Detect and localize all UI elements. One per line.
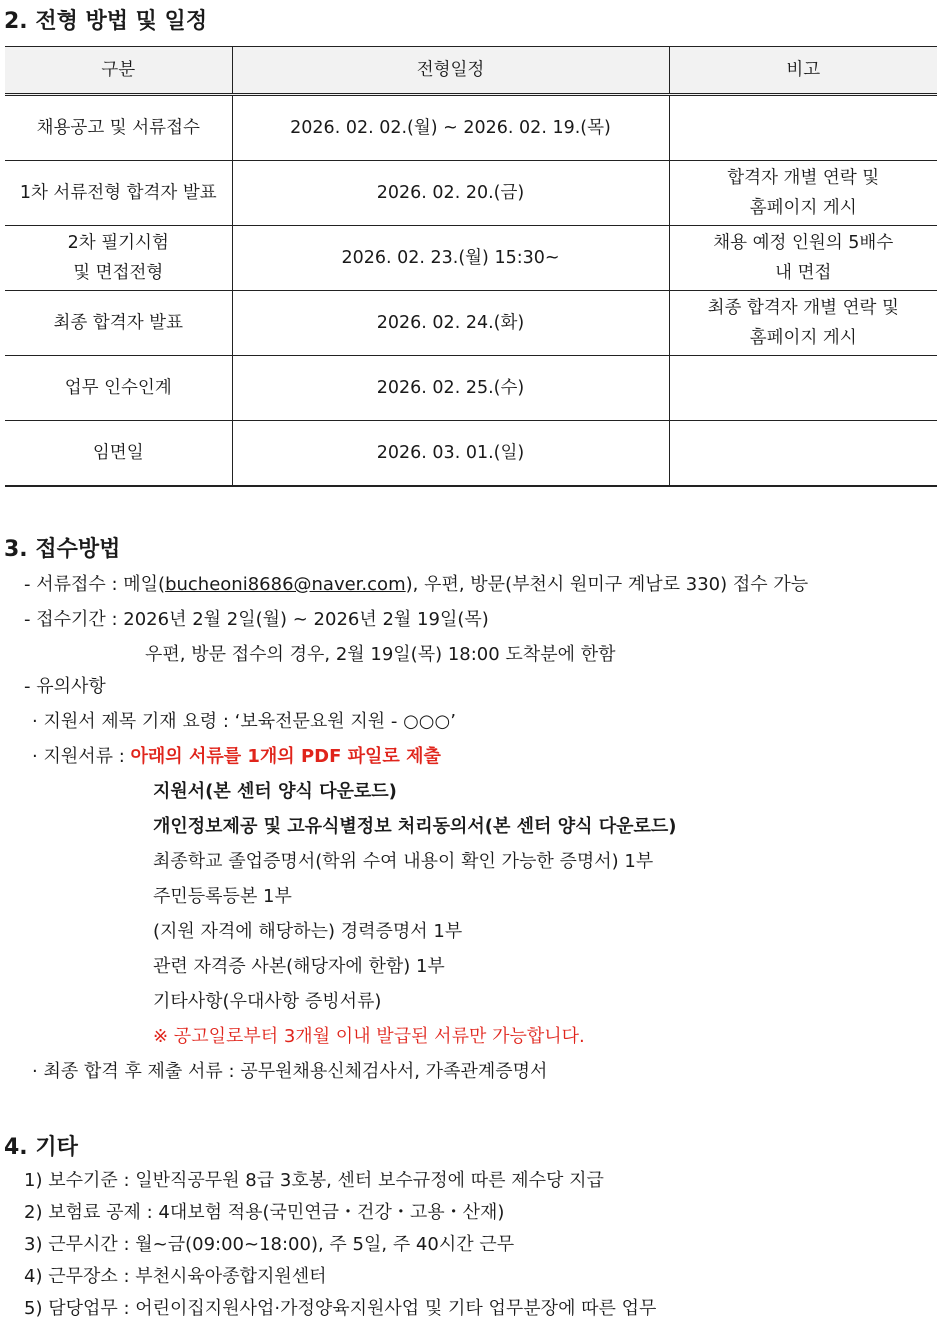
row-date: 2026. 02. 25.(수) [232,356,669,421]
category-line: 및 면접전형 [73,263,164,283]
row-date: 2026. 02. 23.(월) 15:30~ [232,226,669,291]
row-category [5,291,232,356]
note-line: 내 면접 [775,263,832,283]
note-line: 홈페이지 게시 [749,328,857,348]
row-date: 2026. 02. 24.(화) [232,291,669,356]
table-row [5,356,937,421]
doc-item: 개인정보제공 및 고유식별정보 처리동의서(본 센터 양식 다운로드) [153,816,677,837]
table-row [5,161,937,226]
category-line: 1차 서류전형 합격자 발표 [19,183,217,203]
note-line: 합격자 개별 연락 및 [727,168,880,188]
table-header-row [5,47,937,95]
row-date: 2026. 02. 20.(금) [232,161,669,226]
doc-item: (지원 자격에 해당하는) 경력증명서 1부 [153,921,463,942]
row-note [669,161,937,226]
caution-heading: - 유의사항 [24,676,106,697]
section2-title: 2. 전형 방법 및 일정 [4,9,208,34]
row-note [669,356,937,421]
category-line: 2차 필기시험 [67,233,169,253]
section4-title: 4. 기타 [4,1135,78,1160]
row-date: 2026. 03. 01.(일) [232,421,669,487]
note-line: 홈페이지 게시 [749,198,857,218]
row-category [5,161,232,226]
schedule-table [5,46,937,487]
period-line: - 접수기간 : 2026년 2월 2일(월) ~ 2026년 2월 19일(목) [24,609,489,630]
table-row [5,226,937,291]
final-docs-line: · 최종 합격 후 제출 서류 : 공무원채용신체검사서, 가족관계증명서 [32,1061,548,1082]
header-category: 구분 [5,47,232,95]
receipt-suffix: ), 우편, 방문(부천시 원미구 계남로 330) 접수 가능 [405,574,809,595]
table-row [5,421,937,487]
table-row [5,95,937,161]
note-line: 채용 예정 인원의 5배수 [713,233,894,253]
category-line: 임면일 [92,443,144,463]
docs-line [32,745,441,769]
subject-line: · 지원서 제목 기재 요령 : ‘보육전문요원 지원 - ○○○’ [32,711,456,732]
etc-item: 5) 담당업무 : 어린이집지원사업·가정양육지원사업 및 기타 업무분장에 따른 업무 [24,1298,657,1319]
etc-item: 2) 보험료 공제 : 4대보험 적용(국민연금・건강・고용・산재) [24,1202,505,1223]
row-category [5,356,232,421]
doc-item: 주민등록등본 1부 [153,886,292,907]
receipt-prefix: - 서류접수 : 메일( [24,574,166,595]
etc-item: 3) 근무시간 : 월~금(09:00~18:00), 주 5일, 주 40시간 근무 [24,1234,515,1255]
section3-title: 3. 접수방법 [4,537,121,562]
row-note [669,291,937,356]
table-row [5,291,937,356]
doc-item: 최종학교 졸업증명서(학위 수여 내용이 확인 가능한 증명서) 1부 [153,851,654,872]
docs-label: · 지원서류 : [32,746,131,767]
row-note [669,95,937,161]
row-category [5,421,232,487]
period-note-line: 우편, 방문 접수의 경우, 2월 19일(목) 18:00 도착분에 한함 [145,644,616,665]
doc-item: 지원서(본 센터 양식 다운로드) [153,781,397,802]
category-line: 업무 인수인계 [64,378,172,398]
doc-item: 관련 자격증 사본(해당자에 한함) 1부 [153,956,445,977]
category-line: 최종 합격자 발표 [53,313,183,333]
row-note [669,226,937,291]
header-schedule: 전형일정 [232,47,669,95]
email-link[interactable]: bucheoni8686@naver.com [165,574,406,595]
header-note: 비고 [669,47,937,95]
row-category [5,226,232,291]
etc-item: 1) 보수기준 : 일반직공무원 8급 3호봉, 센터 보수규정에 따른 제수당 지급 [24,1170,604,1191]
category-line: 채용공고 및 서류접수 [36,118,200,138]
row-category [5,95,232,161]
etc-item: 4) 근무장소 : 부천시육아종합지원센터 [24,1266,327,1287]
row-date: 2026. 02. 02.(월) ~ 2026. 02. 19.(목) [232,95,669,161]
receipt-line [24,573,808,597]
doc-item: 기타사항(우대사항 증빙서류) [153,991,382,1012]
docs-highlight: 아래의 서류를 1개의 PDF 파일로 제출 [130,746,441,767]
note-line: 최종 합격자 개별 연락 및 [707,298,899,318]
row-note [669,421,937,487]
docs-warning: ※ 공고일로부터 3개월 이내 발급된 서류만 가능합니다. [153,1026,585,1047]
